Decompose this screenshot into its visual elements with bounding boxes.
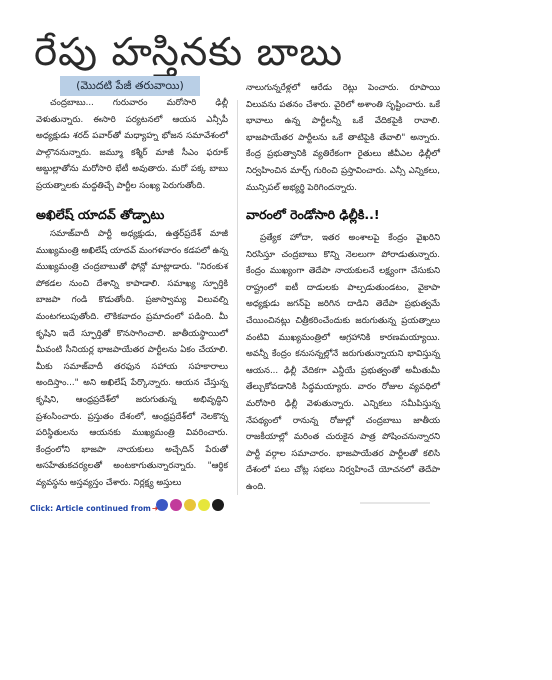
article-continued-link[interactable]	[30, 504, 158, 513]
right-gray-rule	[360, 502, 430, 504]
color-dot	[170, 499, 182, 511]
column-divider	[237, 100, 238, 495]
headline: రేపు హస్తినకు బాబు	[34, 30, 344, 75]
right-column-top	[246, 80, 440, 196]
right-column-bottom	[246, 230, 440, 496]
arrow-right-icon: ➜	[151, 504, 159, 513]
color-dot	[198, 499, 210, 511]
paragraph: నాలుగున్నరేళ్లలో ఆరేడు రెట్లు పెంచారు. రూపాయి విలువను పతనం చేశారు. వైరిలో అశాంతి సృష్టించారు. ఒకే భావాలు ఉన్న పార్టీలన్నీ ఒకే వేదికపైకి రావాలి. భాజపాయేతర పార్టీలను ఒకే తాటిపైకి తేవాలి" అన్నారు. కేంద్ర ప్రభుత్వానికి వ్యతిరేకంగా రైతులు జీవీఎల ఢిల్లీలో నిర్వహించిన మార్చ్ గురించి ప్రస్తావించారు. ఎన్సీ ఎన్నికలు, మున్సిపల్ అభ్యర్థి పెరిగిందన్నారు.	[246, 83, 440, 193]
color-dot	[184, 499, 196, 511]
right-subhead: వారంలో రెండోసారి ఢిల్లీకి..!	[246, 207, 380, 222]
paragraph: చంద్రబాబు... గురువారం మరోసారి ఢిల్లీ వెళుతున్నారు. ఈసారి పర్యటనలో ఆయన ఎన్సీపీ అధ్యక్షుడు శరద్ పవార్‌తో మధ్యాహ్న భోజన సమావేశంలో పాల్గొననున్నారు. జమ్మూ కశ్మీర్ మాజీ సీఎం ఫరూక్ అబ్దుల్లాతోను మరోసారి భేటీ అవుతారు. మరో పక్క బాబు ప్రయత్నాలకు మద్దతిచ్చే పార్టీల సంఖ్య పెరుగుతోంది.	[36, 98, 228, 191]
color-registration-dots	[156, 499, 224, 511]
paragraph: ప్రత్యేక హోదా, ఇతర అంశాలపై కేంద్రం వైఖరిని నిరసిస్తూ చంద్రబాబు కొన్ని నెలలుగా పోరాడుతున్నారు. కేంద్రం ముఖ్యంగా తెదేపా నాయకులనే లక్ష్యంగా చేసుకుని రాష్ట్రంలో ఐటీ దాడులకు పాల్పడుతుండటం, వైకాపా అధ్యక్షుడు జగన్‌పై జరిగిన దాడిని తెదేపా ప్రభుత్వమే చేయించినట్లు చిత్రీకరించేందుకు జరుగుతున్న ప్రయత్నాలు వంటివి ముఖ్యమంత్రిలో ఆగ్రహానికి కారణమయ్యాయి. అవన్నీ కేంద్రం కనుసన్నల్లోనే జరుగుతున్నాయని భావిస్తున్న ఆయన... ఢిల్లీ వేదికగా ఎన్డీయే ప్రభుత్వంతో అమీతుమీ తేల్చుకోవడానికి సిద్ధమయ్యారు. వారం రోజుల వ్యవధిలో మరోసారి ఢిల్లీ వెళుతున్నారు. ఎన్నికలు సమీపిస్తున్న నేపథ్యంలో రానున్న రోజుల్లో చంద్రబాబు జాతీయ రాజకీయాల్లో మరింత చురుకైన పాత్ర పోషించనున్నారని పార్టీ వర్గాల సమాచారం. భాజపాయేతర పార్టీలతో కలిసి దేశంలో పలు చోట్ల సభలు నిర్వహించే యోచనలో తెదేపా ఉంది.	[246, 233, 440, 492]
continued-badge: (మొదటి పేజీ తరువాయి)	[60, 76, 200, 96]
paragraph: సమాజ్‌వాదీ పార్టీ అధ్యక్షుడు, ఉత్తర్‌ప్రదేశ్ మాజీ ముఖ్యమంత్రి అఖిలేష్ యాదవ్ మంగళవారం కడపలో ఉన్న ముఖ్యమంత్రి చంద్రబాబుతో ఫోన్లో మాట్లాడారు. "నిరంకుశ పోకడల నుంచి దేశాన్ని కాపాడాలి. సమాఖ్య స్ఫూర్తికి బాజపా గండి కొడుతోంది. ప్రజాస్వామ్య విలువల్ని మంటగలుపుతోంది. లౌకికవాదం ప్రమాదంలో పడింది. మీ కృషిని ఇదే స్ఫూర్తితో కొనసాగించాలి. జాతీయస్థాయిలో మీవంటి సీనియర్ల భాజపాయేతర పార్టీలను ఏకం చేయాలి. మీకు సమాజ్‌వాదీ తరఫున సహాయ సహకారాలు అందిస్తాం..." అని అఖిలేష్ పేర్కొన్నారు. ఆయన చేస్తున్న కృషిని, ఆంధ్రప్రదేశ్‌లో జరుగుతున్న అభివృద్ధిని ప్రశంసించారు. ప్రస్తుతం దేశంలో, ఆంధ్రప్రదేశ్‌లో నెలకొన్న పరిస్థితులను ఆయనకు ముఖ్యమంత్రి వివరించారు. కేంద్రంలోని భాజపా నాయకులు అచ్చేదిన్ పేరుతో అసహేతుకచర్యలతో అంటకాగుతున్నారన్నారు. "ఆర్థిక వ్యవస్థను అస్తవ్యస్తం చేశారు. నిర్లక్ష్య అస్తులు	[36, 229, 228, 488]
left-column-bottom	[36, 226, 228, 492]
color-dot	[212, 499, 224, 511]
left-column-top	[36, 95, 228, 195]
article-continued-link-label: Click: Article continued from	[30, 504, 151, 513]
left-subhead: అఖిలేష్ యాదవ్ తోడ్పాటు	[36, 207, 165, 222]
